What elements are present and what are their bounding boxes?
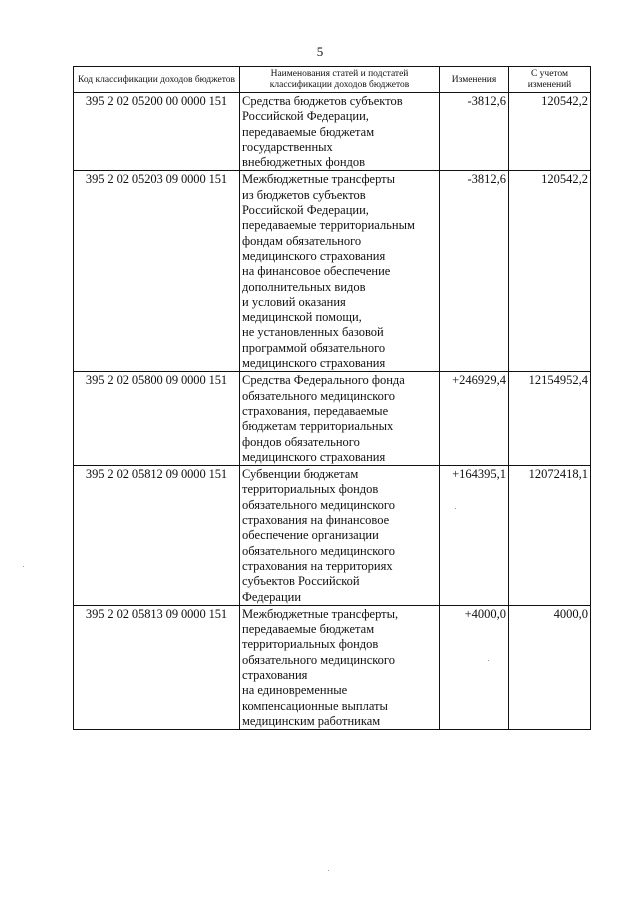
revenue-item-name-line: Межбюджетные трансферты bbox=[242, 172, 396, 187]
table-row bbox=[74, 372, 591, 466]
revenue-item-name-line: медицинского страхования bbox=[242, 248, 386, 263]
scan-speck bbox=[328, 870, 329, 871]
revenue-item-name-line: на финансовое обеспечение bbox=[242, 264, 391, 279]
revenue-item-name-line: страхования bbox=[242, 667, 308, 682]
revenue-item-name-line: обязательного медицинского bbox=[242, 388, 396, 403]
change-amount: +164395,1 bbox=[440, 466, 509, 606]
revenue-item-name-line: фондам обязательного bbox=[242, 233, 362, 248]
revenue-item-name-line: обязательного медицинского bbox=[242, 652, 396, 667]
revenue-item-name-line: Российской Федерации, bbox=[242, 109, 369, 124]
change-amount: +246929,4 bbox=[440, 372, 509, 466]
scan-speck bbox=[488, 660, 489, 661]
classification-code: 395 2 02 05813 09 0000 151 bbox=[74, 605, 240, 729]
revenue-item-name-line: фондов обязательного bbox=[242, 434, 360, 449]
revenue-item-name-line: обязательного медицинского bbox=[242, 543, 396, 558]
revenue-item-name-line: Средства Федерального фонда bbox=[242, 373, 405, 388]
change-amount: -3812,6 bbox=[440, 93, 509, 171]
revenue-item-name-line: передаваемые бюджетам bbox=[242, 622, 375, 637]
revenue-item-name-line: на единовременные bbox=[242, 683, 348, 698]
total-with-changes: 12072418,1 bbox=[509, 466, 591, 606]
revenue-item-name-line: медицинского страхования bbox=[242, 356, 386, 371]
total-with-changes: 12154952,4 bbox=[509, 372, 591, 466]
change-amount: -3812,6 bbox=[440, 171, 509, 372]
header-name: Наименования статей и подстатей классификации доходов бюджетов bbox=[240, 67, 440, 93]
budget-revenue-table bbox=[73, 66, 591, 730]
revenue-item-name-line: страхования на территориях bbox=[242, 558, 393, 573]
revenue-item-name-line: обеспечение организации bbox=[242, 528, 379, 543]
revenue-item-name-line: Средства бюджетов субъектов bbox=[242, 94, 403, 108]
table-row bbox=[74, 93, 591, 171]
revenue-item-name bbox=[240, 466, 440, 606]
revenue-item-name-line: из бюджетов субъектов bbox=[242, 187, 366, 202]
revenue-item-name bbox=[240, 372, 440, 466]
revenue-item-name-line: передаваемые территориальным bbox=[242, 218, 415, 233]
revenue-item-name-line: страхования, передаваемые bbox=[242, 403, 389, 418]
revenue-item-name-line: Субвенции бюджетам bbox=[242, 467, 359, 482]
classification-code: 395 2 02 05800 09 0000 151 bbox=[74, 372, 240, 466]
total-with-changes: 120542,2 bbox=[509, 171, 591, 372]
page-number: 5 bbox=[316, 44, 324, 59]
table-row bbox=[74, 466, 591, 606]
revenue-item-name-line: внебюджетных фондов bbox=[242, 155, 366, 170]
table-row bbox=[74, 605, 591, 729]
revenue-item-name-line: обязательного медицинского bbox=[242, 497, 396, 512]
header-total: С учетом изменений bbox=[509, 67, 591, 93]
header-change: Изменения bbox=[440, 67, 509, 93]
revenue-item-name-line: компенсационные выплаты bbox=[242, 698, 388, 713]
revenue-item-name-line: Федерации bbox=[242, 589, 302, 604]
revenue-item-name-line: страхования на финансовое bbox=[242, 513, 390, 528]
revenue-item-name-line: дополнительных видов bbox=[242, 279, 366, 294]
header-code: Код классификации доходов бюджетов bbox=[74, 67, 240, 93]
revenue-item-name-line: медицинским работникам bbox=[242, 713, 381, 728]
table-body bbox=[74, 93, 591, 730]
total-with-changes: 120542,2 bbox=[509, 93, 591, 171]
revenue-item-name-line: не установленных базовой bbox=[242, 325, 384, 340]
revenue-item-name-line: программой обязательного bbox=[242, 340, 386, 355]
revenue-item-name-line: территориальных фондов bbox=[242, 482, 379, 497]
revenue-item-name bbox=[240, 93, 440, 171]
scan-speck bbox=[23, 566, 24, 567]
revenue-item-name-line: передаваемые бюджетам bbox=[242, 124, 375, 139]
revenue-item-name-line: бюджетам территориальных bbox=[242, 419, 394, 434]
revenue-item-name-line: и условий оказания bbox=[242, 294, 346, 309]
classification-code: 395 2 02 05203 09 0000 151 bbox=[74, 171, 240, 372]
revenue-item-name-line: субъектов Российской bbox=[242, 574, 360, 589]
classification-code: 395 2 02 05200 00 0000 151 bbox=[74, 93, 240, 171]
table-row bbox=[74, 171, 591, 372]
revenue-item-name-line: Межбюджетные трансферты, bbox=[242, 606, 399, 621]
revenue-item-name-line: территориальных фондов bbox=[242, 637, 379, 652]
revenue-item-name-line: государственных bbox=[242, 139, 333, 154]
table-header-row bbox=[74, 67, 591, 93]
classification-code: 395 2 02 05812 09 0000 151 bbox=[74, 466, 240, 606]
revenue-item-name-line: Российской Федерации, bbox=[242, 203, 369, 218]
change-amount: +4000,0 bbox=[440, 605, 509, 729]
scan-speck bbox=[455, 508, 456, 509]
total-with-changes: 4000,0 bbox=[509, 605, 591, 729]
revenue-item-name-line: медицинской помощи, bbox=[242, 310, 362, 325]
revenue-item-name-line: медицинского страхования bbox=[242, 449, 386, 464]
revenue-item-name bbox=[240, 171, 440, 372]
revenue-item-name bbox=[240, 605, 440, 729]
